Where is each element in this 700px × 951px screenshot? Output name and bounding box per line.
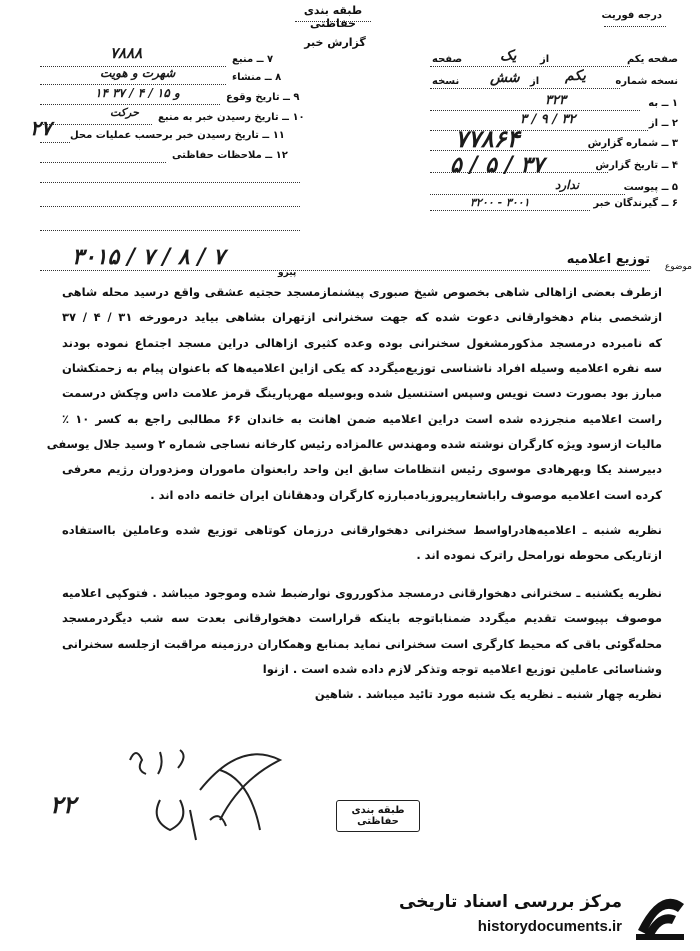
field-report-number-value: ۷۷۸۶۴ [455,124,520,153]
body-line-2: ازشخصی بنام دهخوارقانی دعوت شده که جهت سخنرانی ازتهران بشاهی بیاید درمورخه ۳۱ / ۴ / ۳۷ [62,310,663,324]
body-line-9: کرده است اعلامیه موصوف راباشعارپیروزبادمبارزه کارگران ودهقانان ایران خاتمه داده اند . [150,488,662,502]
body-line-5: مبارز بود بصورت دست نویس وسپس استنسیل شده وبوسیله مهرپارینگ قرمز علامت داس وچکش درسمت [62,386,662,400]
archive-logo [380,886,696,946]
left-empty-line-1 [40,182,300,183]
field-recipients-line [430,210,590,211]
field-occurrence-date-label: ۹ ــ تاریخ وقوع [226,92,300,103]
logo-emblem-icon [630,890,690,944]
field-security-notes-label: ۱۲ ــ ملاحظات حفاظتی [172,150,288,161]
field-received-ops-value: ۲۷ [30,116,52,140]
left-empty-line-3 [40,230,300,231]
field-attachment-line [430,194,625,195]
opinion-sunday-line-2: موصوف بپیوست تقدیم میگردد ضمناباتوجه باینکه قراراست دهخوارقانی بعدت سه شب دیگردرمسجد [62,611,662,625]
page-count-line [430,66,630,67]
logo-url: historydocuments.ir [477,918,622,935]
field-occurrence-date-value: ۱۴ و ۱۵ / ۴ / ۳۷ [95,86,180,100]
field-origin-value: شهرت و هویت [100,66,176,80]
body-line-1: ازطرف بعضی ازاهالی شاهی بخصوص شیخ صبوری پیشنمازمسجد حجتیه عشقی واقع درسید محله شاهی [62,285,662,299]
body-line-8: دبیرسند یکا وبهرهادی موسوی رئیس انتظامات سابق این واحد رابعنوان ماموران ومزدوران رژیم معرفی [62,462,662,476]
opinion-sunday-line-1: نظریه یکشنبه ـ سخنرانی دهخوارقانی درمسجد مذکورروی نوارضبط شده وموجود میباشد . فتوکپی اعلامیه [62,586,662,600]
field-origin-label: ۸ ــ منشاء [232,72,282,83]
field-to-value: ۳۲۳ [545,93,566,108]
copy-number-label: نسخه شماره [615,76,678,87]
priority-label: درجه فوریت [601,10,662,21]
subject-line [40,270,650,271]
signature-scribble [100,730,320,850]
subject-marginal-note: پیرو [278,268,297,278]
left-empty-line-2 [40,206,300,207]
field-received-ops-line [40,142,70,143]
copy-suffix-label: نسخه [432,76,460,87]
opinion-wednesday-line-1: نظریه چهار شنبه ـ نظریه یک شنبه مورد تائید میباشد . شاهین [314,687,662,701]
page-from-label: از [540,54,550,65]
opinion-saturday-line-2: ازتاریکی محوطه نورامحل راترک نموده اند . [416,548,662,562]
subject-title: توزیع اعلامیه [566,252,650,267]
field-occurrence-date-line [40,104,220,105]
field-recipients-label: ۶ ــ گیرندگان خبر [593,198,678,209]
field-received-source-label: ۱۰ ــ تاریخ رسیدن خبر به منبع [158,112,305,123]
field-to-label: ۱ ــ به [648,98,678,109]
field-received-ops-label: ۱۱ ــ تاریخ رسیدن خبر برحسب عملیات محل [70,130,285,141]
classification-underline [295,21,371,22]
copy-number-line [430,88,620,89]
body-line-3: که نامبرده درمسجد مذکورمشغول سخنرانی بوده وعده کثیری ازاهالی دراین مسجد اجتماع نموده بودند [62,336,662,350]
field-attachment-label: ۵ ــ پیوست [623,182,678,193]
field-to-line [430,110,640,111]
page-number: ۲۲ [50,790,76,819]
opinion-sunday-line-3: محله‌گوئی باقی که محیط کارگری است سخنرانی نماید بمنابع وهمکاران درزمینه مراقبت ازجلسه سخنرانی [62,637,662,651]
field-source-value: ۷۸۸۸ [110,44,143,62]
field-received-source-value: حرکت [110,106,139,119]
page-suffix-label: صفحه [432,54,463,65]
field-from-label: ۲ ــ از [648,118,678,129]
subject-handwritten-ref: ۳۰۱۵ / ۷ / ۸ / ۷ [72,244,225,270]
body-line-6: راست اعلامیه منجرزده شده است دراین اعلامیه ضمن اهانت به خاندان ۶۶ مطالبی راجع به کسر ۱۰ ٪ [62,412,662,426]
field-report-date-label: ۴ ــ تاریخ گزارش [595,160,678,171]
field-report-date-value: ۵ / ۵ / ۳۷ [450,152,544,178]
page-count-label: صفحه یکم [626,54,678,65]
field-received-source-line [40,124,152,125]
page-from-value: یک [500,48,517,64]
field-attachment-value: ندارد [555,178,580,192]
priority-line [604,26,666,27]
logo-title: مرکز بررسی اسناد تاریخی [399,892,622,912]
field-security-notes-line [40,162,166,163]
opinion-saturday-line-1: نظریه شنبه ـ اعلامیه‌هادراواسط سخنرانی دهخوارقانی درزمان کوتاهی توزیع شده وعاملین بااستفاده [62,523,662,537]
classification-header: طبقه بندی حفاظتی [303,4,363,30]
field-report-number-label: ۳ ــ شماره گزارش [587,138,678,149]
classification-stamp: طبقه بندی حفاظتی [336,800,420,832]
copy-of-value: شش [490,70,520,86]
field-recipients-value: ۳۲۰۰ - ۳۰۰۱ [470,196,530,209]
copy-number-value: یکم [565,68,586,84]
document-type: گزارش خبر [304,36,366,49]
copy-from-label: از [530,76,540,87]
subject-label: موضوع [664,262,692,272]
field-from-value: ۳ / ۹ / ۳۲ [520,112,576,127]
body-line-4: سه نفره اعلامیه وسیله افراد ناشناسی توزیع‌میگردد که یکی ازاین اعلامیه‌ها که باعنوان پیام به زحمتکشان [62,361,662,375]
body-line-7: مالیات ازسود ویژه کارگران نوشته شده ومهندس عالمزاده رئیس کارخانه نساجی شماره ۲ وسید جلال یوسفی [46,437,662,451]
field-source-label: ۷ ــ منبع [232,54,274,65]
opinion-sunday-line-4: وشناسائی عاملین توزیع اعلامیه توجه وتذکر لازم داده شده است . ازنوا [262,662,662,676]
field-origin-line [40,84,226,85]
